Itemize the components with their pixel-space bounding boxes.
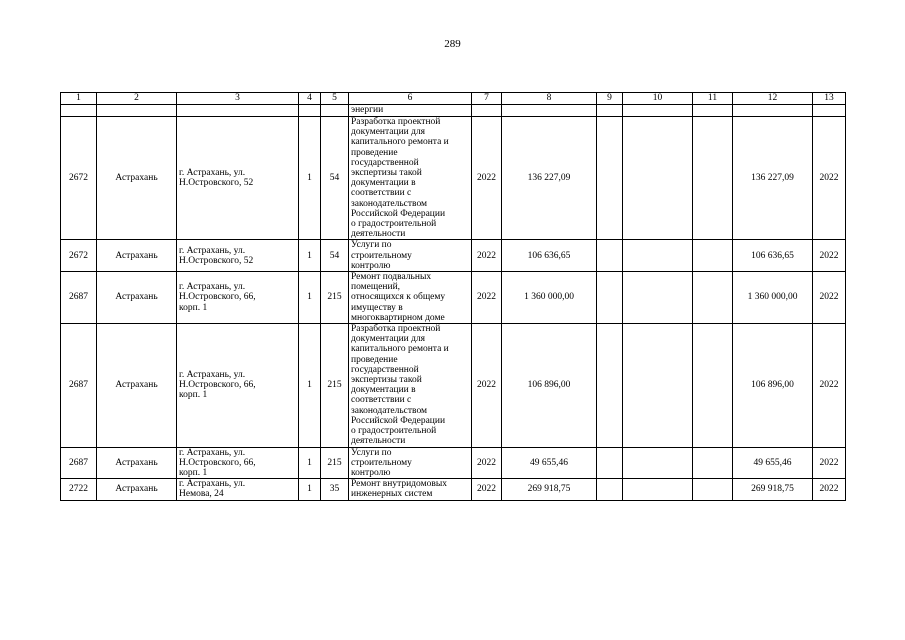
cell-line: документации для bbox=[351, 334, 426, 345]
cell-line: законодательством bbox=[351, 198, 428, 209]
cell-line: проведение bbox=[351, 147, 398, 158]
cell-line: деятельности bbox=[351, 229, 406, 240]
col4-cell: 1 bbox=[299, 324, 321, 447]
cell-line: проведение bbox=[351, 354, 398, 365]
amount-cell: 49 655,46 bbox=[502, 447, 597, 479]
header-cell: 3 bbox=[177, 93, 299, 105]
amount-cell: 1 360 000,00 bbox=[502, 272, 597, 324]
completion-year-cell: 2022 bbox=[813, 240, 846, 272]
table-row bbox=[61, 447, 846, 479]
cell-line: соответствии с bbox=[351, 395, 412, 406]
amount-cell: 106 636,65 bbox=[502, 240, 597, 272]
col5-cell: 54 bbox=[321, 117, 349, 240]
cell-line: г. Астрахань, ул. bbox=[179, 282, 246, 293]
col5-cell: 35 bbox=[321, 479, 349, 500]
amount-total-cell: 49 655,46 bbox=[733, 447, 813, 479]
col9-cell bbox=[597, 324, 623, 447]
cell-line: соответствии с bbox=[351, 188, 412, 199]
cell-line: Немова, 24 bbox=[179, 489, 224, 500]
col4-cell: 1 bbox=[299, 479, 321, 500]
col4-cell: 1 bbox=[299, 117, 321, 240]
city-cell: Астрахань bbox=[97, 117, 177, 240]
col9-cell bbox=[597, 447, 623, 479]
cell-line: относящихся к общему bbox=[351, 292, 446, 303]
work-type-cell bbox=[349, 272, 472, 324]
completion-year-cell: 2022 bbox=[813, 479, 846, 500]
amount-cell: 106 896,00 bbox=[502, 324, 597, 447]
header-cell: 12 bbox=[733, 93, 813, 105]
year-cell: 2022 bbox=[472, 324, 502, 447]
cell-line: помещений, bbox=[351, 282, 401, 293]
cell-line: деятельности bbox=[351, 436, 406, 447]
header-cell: 7 bbox=[472, 93, 502, 105]
cell-line: законодательством bbox=[351, 405, 428, 416]
cell-line: государственной bbox=[351, 364, 419, 375]
col5-cell: 215 bbox=[321, 447, 349, 479]
col11-cell bbox=[693, 117, 733, 240]
col10-cell bbox=[623, 272, 693, 324]
col5-cell: 215 bbox=[321, 324, 349, 447]
cell-line: Н.Островского, 52 bbox=[179, 178, 254, 189]
col11-cell bbox=[693, 272, 733, 324]
cell-line: г. Астрахань, ул. bbox=[179, 369, 246, 380]
cell-line: Н.Островского, 66, bbox=[179, 380, 256, 391]
cell-line: Услуги по bbox=[351, 240, 392, 251]
amount-total-cell: 136 227,09 bbox=[733, 117, 813, 240]
col10-cell bbox=[623, 324, 693, 447]
col4-cell: 1 bbox=[299, 240, 321, 272]
col11-cell bbox=[693, 479, 733, 500]
completion-year-cell: 2022 bbox=[813, 447, 846, 479]
completion-year-cell: 2022 bbox=[813, 117, 846, 240]
amount-total-cell: 1 360 000,00 bbox=[733, 272, 813, 324]
row-number-cell: 2687 bbox=[61, 272, 97, 324]
col4-cell: 1 bbox=[299, 447, 321, 479]
work-type-cell bbox=[349, 117, 472, 240]
col10-cell bbox=[623, 240, 693, 272]
cell-line: корп. 1 bbox=[179, 302, 208, 313]
row-number-cell: 2687 bbox=[61, 447, 97, 479]
row-number-cell: 2672 bbox=[61, 117, 97, 240]
table-row bbox=[61, 479, 846, 500]
col11-cell bbox=[693, 447, 733, 479]
register-table bbox=[60, 92, 846, 501]
col9-cell bbox=[597, 117, 623, 240]
col5-cell: 54 bbox=[321, 240, 349, 272]
cell-line: документации в bbox=[351, 178, 416, 189]
cell-line: Российской Федерации bbox=[351, 415, 446, 426]
address-cell bbox=[177, 117, 299, 240]
cell-line: строительному bbox=[351, 457, 412, 468]
cell-line: Н.Островского, 66, bbox=[179, 457, 256, 468]
header-cell: 4 bbox=[299, 93, 321, 105]
cell-line: Российской Федерации bbox=[351, 208, 446, 219]
header-cell: 8 bbox=[502, 93, 597, 105]
year-cell: 2022 bbox=[472, 240, 502, 272]
cell-line: инженерных систем bbox=[351, 489, 433, 500]
cell-line: корп. 1 bbox=[179, 467, 208, 478]
header-cell: 9 bbox=[597, 93, 623, 105]
address-cell bbox=[177, 272, 299, 324]
header-cell: 13 bbox=[813, 93, 846, 105]
header-cell: 1 bbox=[61, 93, 97, 105]
continuation-text: энергии bbox=[349, 105, 472, 117]
amount-total-cell: 106 636,65 bbox=[733, 240, 813, 272]
col5-cell: 215 bbox=[321, 272, 349, 324]
year-cell: 2022 bbox=[472, 272, 502, 324]
city-cell: Астрахань bbox=[97, 479, 177, 500]
address-cell bbox=[177, 240, 299, 272]
amount-cell: 136 227,09 bbox=[502, 117, 597, 240]
cell-line: Н.Островского, 52 bbox=[179, 255, 254, 266]
cell-line: корп. 1 bbox=[179, 390, 208, 401]
col9-cell bbox=[597, 272, 623, 324]
col11-cell bbox=[693, 240, 733, 272]
col11-cell bbox=[693, 324, 733, 447]
completion-year-cell: 2022 bbox=[813, 272, 846, 324]
cell-line: Услуги по bbox=[351, 447, 392, 458]
amount-total-cell: 106 896,00 bbox=[733, 324, 813, 447]
cell-line: многоквартирном доме bbox=[351, 312, 445, 323]
cell-line: о градостроительной bbox=[351, 426, 437, 437]
header-cell: 2 bbox=[97, 93, 177, 105]
cell-line: г. Астрахань, ул. bbox=[179, 168, 246, 179]
row-number-cell: 2672 bbox=[61, 240, 97, 272]
amount-total-cell: 269 918,75 bbox=[733, 479, 813, 500]
col9-cell bbox=[597, 240, 623, 272]
cell-line: о градостроительной bbox=[351, 219, 437, 230]
col4-cell: 1 bbox=[299, 272, 321, 324]
work-type-cell bbox=[349, 240, 472, 272]
cell-line: документации для bbox=[351, 127, 426, 138]
cell-line: экспертизы такой bbox=[351, 375, 422, 386]
table-row bbox=[61, 272, 846, 324]
col9-cell bbox=[597, 479, 623, 500]
table-body bbox=[61, 93, 846, 501]
cell-line: документации в bbox=[351, 385, 416, 396]
work-type-cell bbox=[349, 479, 472, 500]
row-number-cell: 2687 bbox=[61, 324, 97, 447]
header-row bbox=[61, 93, 846, 105]
cell-line: г. Астрахань, ул. bbox=[179, 447, 246, 458]
cell-line: Разработка проектной bbox=[351, 117, 441, 127]
header-cell: 10 bbox=[623, 93, 693, 105]
header-cell: 6 bbox=[349, 93, 472, 105]
page-number: 289 bbox=[444, 38, 461, 50]
year-cell: 2022 bbox=[472, 479, 502, 500]
col10-cell bbox=[623, 479, 693, 500]
cell-line: имуществу в bbox=[351, 302, 403, 313]
city-cell: Астрахань bbox=[97, 272, 177, 324]
cell-line: контролю bbox=[351, 260, 391, 271]
header-cell: 11 bbox=[693, 93, 733, 105]
cell-line: Разработка проектной bbox=[351, 324, 441, 335]
city-cell: Астрахань bbox=[97, 324, 177, 447]
cell-line: капитального ремонта и bbox=[351, 137, 449, 148]
year-cell: 2022 bbox=[472, 117, 502, 240]
table-row bbox=[61, 324, 846, 447]
header-cell: 5 bbox=[321, 93, 349, 105]
work-type-cell bbox=[349, 447, 472, 479]
work-type-cell bbox=[349, 324, 472, 447]
city-cell: Астрахань bbox=[97, 447, 177, 479]
cell-line: Ремонт подвальных bbox=[351, 272, 432, 283]
cell-line: строительному bbox=[351, 250, 412, 261]
completion-year-cell: 2022 bbox=[813, 324, 846, 447]
cell-line: Н.Островского, 66, bbox=[179, 292, 256, 303]
cell-line: контролю bbox=[351, 467, 391, 478]
amount-cell: 269 918,75 bbox=[502, 479, 597, 500]
col10-cell bbox=[623, 117, 693, 240]
year-cell: 2022 bbox=[472, 447, 502, 479]
address-cell bbox=[177, 324, 299, 447]
address-cell bbox=[177, 447, 299, 479]
cell-line: государственной bbox=[351, 157, 419, 168]
cell-line: г. Астрахань, ул. bbox=[179, 479, 246, 490]
cell-line: г. Астрахань, ул. bbox=[179, 245, 246, 256]
cell-line: экспертизы такой bbox=[351, 168, 422, 179]
row-number-cell: 2722 bbox=[61, 479, 97, 500]
table-row bbox=[61, 240, 846, 272]
table-row bbox=[61, 117, 846, 240]
continuation-row bbox=[61, 105, 846, 117]
cell-line: капитального ремонта и bbox=[351, 344, 449, 355]
address-cell bbox=[177, 479, 299, 500]
city-cell: Астрахань bbox=[97, 240, 177, 272]
col10-cell bbox=[623, 447, 693, 479]
cell-line: Ремонт внутридомовых bbox=[351, 479, 447, 490]
